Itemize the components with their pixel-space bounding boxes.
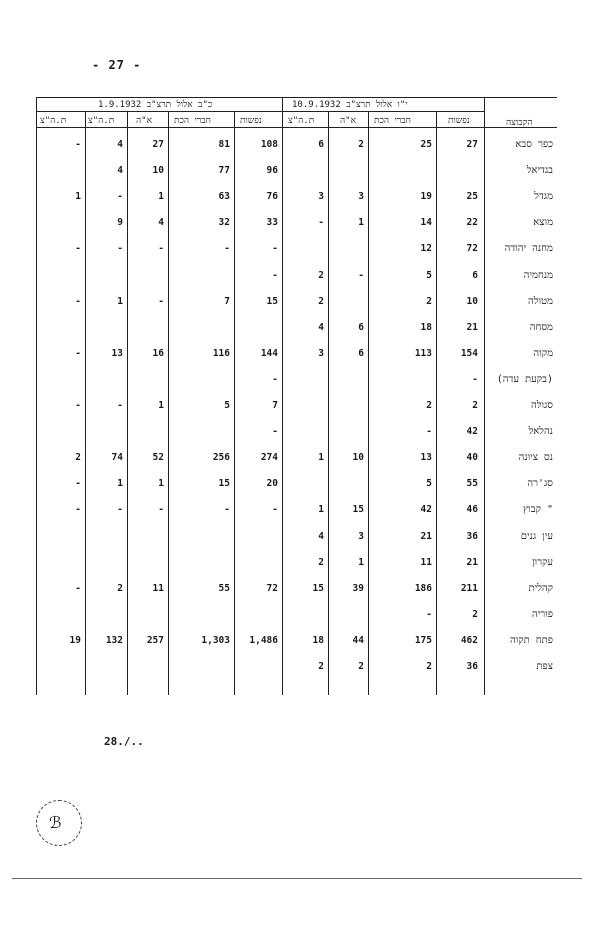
stamp-mark-icon: ℬ [49,813,62,832]
table-cell: 44 [352,634,364,646]
table-cell: 2 [426,661,432,672]
table-cell: 1 [318,504,324,516]
table-cell: - [158,295,164,307]
table-cell: - [75,582,81,594]
place-name: נס ציונה [518,452,553,464]
table-cell: 10 [466,295,478,307]
table-cell: 15 [218,478,230,490]
table-cell: - [272,426,278,438]
table-cell: - [75,139,81,150]
column-header: נפשות [240,116,262,126]
table-cell: - [117,400,123,411]
table-cell: 36 [466,661,478,672]
table-cell: 1,486 [249,634,278,646]
table-cell: 2 [472,400,478,411]
table-cell: 15 [266,295,278,307]
table-cell: 22 [466,217,478,229]
table-cell: 5 [426,269,432,281]
table-cell: 81 [218,139,230,150]
place-name: צפת [536,661,553,672]
table-cell: 32 [218,217,230,229]
table-cell: - [272,373,278,385]
table-cell: 27 [152,139,164,150]
table-cell: 175 [414,634,432,646]
table-cell: 256 [212,452,230,464]
table-cell: 25 [420,139,432,150]
place-name: מקוה [533,347,553,359]
table-cell: 2 [472,608,478,620]
table-cell: 2 [426,295,432,307]
place-name: מסחה [529,321,553,333]
column-header: ת.ה"צ [40,116,67,126]
table-cell: - [75,295,81,307]
table-cell: 12 [420,243,432,255]
table-cell: 55 [218,582,230,594]
table-cell: 3 [318,347,324,359]
col-divider [168,111,169,695]
archive-stamp [36,800,82,846]
table-cell: 4 [318,530,324,542]
place-name: מחנה יהודה [504,243,553,255]
place-name: סגולה [531,400,553,411]
column-header: ת.ה"צ [288,116,315,126]
table-cell: 4 [158,217,164,229]
column-header: הקבוצה [506,118,533,128]
table-cell: 15 [352,504,364,516]
table-cell: 1 [318,452,324,464]
table-cell: - [158,243,164,255]
place-name: פתח תקוה [509,634,553,646]
table-cell: 19 [69,634,81,646]
page-number: - 27 - [92,58,142,72]
table-cell: 132 [105,634,123,646]
place-name: מגדל [534,191,553,203]
table-cell: 2 [318,556,324,568]
table-cell: 25 [466,191,478,203]
place-name: פוריה [531,608,553,620]
column-header: א"ה [340,116,356,126]
table-cell: - [117,243,123,255]
table-cell: 96 [266,165,278,177]
table-cell: - [75,243,81,255]
table-cell: 2 [358,139,364,150]
table-cell: 18 [312,634,324,646]
table-cell: - [75,504,81,516]
table-cell: - [318,217,324,229]
table-cell: 72 [266,582,278,594]
table-cell: 1 [358,217,364,229]
table-cell: - [75,347,81,359]
table-cell: 1,303 [201,634,230,646]
population-table [36,97,557,695]
table-cell: 77 [218,165,230,177]
place-name: (בקעת עדה) [496,373,553,385]
table-cell: 42 [420,504,432,516]
place-name: מנחמיה [523,269,553,281]
table-cell: - [272,243,278,255]
col-divider [85,111,86,695]
table-cell: 1 [358,556,364,568]
table-cell: 40 [466,452,478,464]
table-cell: 5 [224,400,230,411]
table-cell: 19 [420,191,432,203]
table-cell: 42 [466,426,478,438]
table-cell: 15 [312,582,324,594]
table-cell: - [117,191,123,203]
group-header: י"ו אלול תרצ"ב 10.9.1932 [292,100,408,110]
table-cell: 13 [420,452,432,464]
table-cell: 5 [426,478,432,490]
table-cell: 11 [420,556,432,568]
table-top-rule [36,97,557,98]
table-cell: 21 [466,321,478,333]
col-divider [36,97,37,695]
table-cell: 52 [152,452,164,464]
table-cell: 14 [420,217,432,229]
table-cell: 6 [318,139,324,150]
column-header: ת.ה"צ [88,116,115,126]
table-cell: 154 [460,347,478,359]
table-cell: - [158,504,164,516]
table-cell: 18 [420,321,432,333]
table-cell: 20 [266,478,278,490]
col-divider [282,97,283,695]
table-cell: 13 [111,347,123,359]
table-cell: - [272,504,278,516]
table-cell: 2 [117,582,123,594]
table-cell: 2 [358,661,364,672]
table-cell: 6 [472,269,478,281]
table-cell: 113 [414,347,432,359]
table-cell: 33 [266,217,278,229]
table-cell: 2 [426,400,432,411]
column-header: נפשות [448,116,470,126]
place-name: עקרון [531,556,553,568]
place-name: מוצא [533,217,553,229]
table-cell: 39 [352,582,364,594]
table-cell: 4 [318,321,324,333]
table-cell: 6 [358,321,364,333]
table-cell: - [426,426,432,438]
table-cell: 10 [352,452,364,464]
table-cell: 11 [152,582,164,594]
col-divider [368,111,369,695]
col-divider [436,111,437,695]
place-name: מטולה [528,295,553,307]
bottom-rule [12,878,582,879]
place-name: נהלאל [528,426,553,438]
table-cell: 1 [117,478,123,490]
table-cell: 144 [260,347,278,359]
table-cell: 1 [158,191,164,203]
table-cell: 76 [266,191,278,203]
table-cell: - [224,504,230,516]
table-cell: 116 [212,347,230,359]
table-cell: 7 [272,400,278,411]
table-cell: - [75,478,81,490]
col-divider [328,111,329,695]
table-cell: 2 [75,452,81,464]
col-divider [484,97,485,695]
table-cell: 462 [460,634,478,646]
table-cell: 3 [358,191,364,203]
table-cell: 74 [111,452,123,464]
column-header: חברי הכת [374,116,411,126]
place-name: " קבוץ [523,504,553,516]
table-cell: - [358,269,364,281]
place-name: בגדיאל [526,165,553,177]
table-cell: 186 [414,582,432,594]
table-cell: 7 [224,295,230,307]
table-cell: 2 [318,269,324,281]
table-cell: 21 [420,530,432,542]
table-cell: 3 [318,191,324,203]
table-cell: 211 [460,582,478,594]
table-cell: 1 [158,478,164,490]
table-cell: 21 [466,556,478,568]
table-cell: 1 [117,295,123,307]
place-name: עין גנים [520,530,553,542]
place-name: קהלית [528,582,553,594]
column-header: חברי הכת [174,116,211,126]
table-cell: 2 [318,661,324,672]
table-cell: 46 [466,504,478,516]
group-header-rule [36,111,484,112]
table-cell: 4 [117,165,123,177]
table-cell: 108 [260,139,278,150]
table-cell: 9 [117,217,123,229]
table-cell: 10 [152,165,164,177]
place-name: כפר סבא [515,139,553,150]
table-cell: 63 [218,191,230,203]
table-cell: 36 [466,530,478,542]
continuation-marker: 28./.. [104,735,144,748]
table-cell: - [117,504,123,516]
table-cell: - [426,608,432,620]
table-cell: 27 [466,139,478,150]
table-cell: - [224,243,230,255]
table-cell: 72 [466,243,478,255]
place-name: סג'רה [527,478,553,490]
table-cell: 2 [318,295,324,307]
table-cell: 1 [158,400,164,411]
table-cell: 1 [75,191,81,203]
column-header: א"ה [136,116,152,126]
table-cell: 274 [260,452,278,464]
table-cell: - [472,373,478,385]
table-cell: 55 [466,478,478,490]
table-cell: 257 [146,634,164,646]
table-cell: - [272,269,278,281]
group-header: כ"ב אלול תרצ"ב 1.9.1932 [98,100,213,110]
col-divider [127,111,128,695]
table-cell: - [75,400,81,411]
table-cell: 3 [358,530,364,542]
table-cell: 4 [117,139,123,150]
table-cell: 16 [152,347,164,359]
table-header-rule [36,127,557,128]
table-cell: 6 [358,347,364,359]
col-divider [234,111,235,695]
